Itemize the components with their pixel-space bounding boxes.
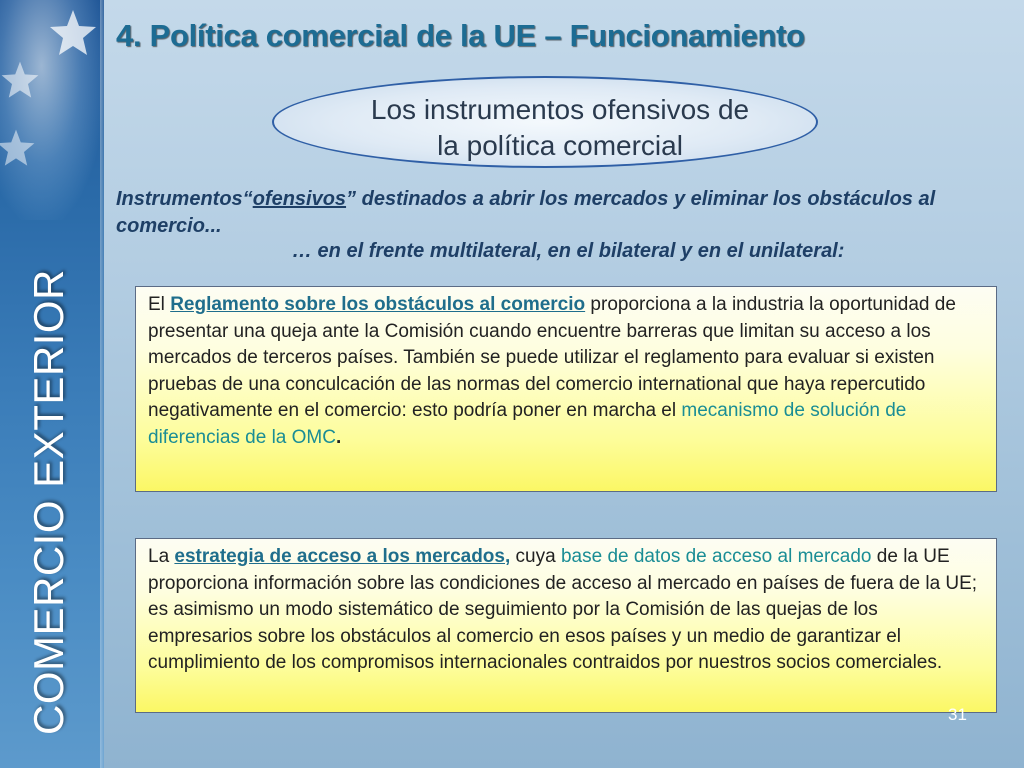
box1-text: proporciona a la industria la oportunidad de presentar una queja ante la Comisión cuando encuentre barreras que limitan su acceso a los mercados de terceros países. También se puede utilizar el reglamento para evaluar si existen pruebas de una conculcación de las normas del comercio international que haya repercutido negativamente en el comercio: esto podría poner en marcha el bbox=[148, 294, 956, 421]
obstacles-regulation-box bbox=[135, 286, 997, 492]
eu-star-icon bbox=[0, 128, 36, 168]
subtitle-text bbox=[300, 92, 820, 164]
box2-prefix: La bbox=[148, 546, 175, 567]
intro-subline: … en el frente multilateral, en el bilateral y en el unilateral: bbox=[292, 240, 845, 262]
box1-suffix: . bbox=[335, 426, 342, 448]
eu-star-icon bbox=[0, 60, 40, 100]
sidebar-banner bbox=[0, 0, 104, 768]
intro-text-b: ” destinados a abrir los mercados y eliminar los obstáculos al comercio... bbox=[116, 188, 936, 237]
subtitle-line-1: Los instrumentos ofensivos de bbox=[370, 94, 750, 125]
intro-text-a: Instrumentos“ bbox=[116, 188, 253, 210]
sidebar-edge-highlight bbox=[100, 0, 104, 768]
box2-text-2: de la UE proporciona información sobre las condiciones de acceso al mercado en países de fuera de la UE; es asimismo un modo sistemático de seguimiento por la Comisión de las quejas de los empresarios sobre los obstáculos al comercio en esos países y un medio de garantizar el cumplimiento de los compromisos internacionales contraidos por nuestros socios comerciales. bbox=[148, 546, 978, 673]
box1-prefix: El bbox=[148, 294, 171, 315]
wto-dispute-mechanism-text: mecanismo de solución de diferencias de la OMC bbox=[148, 400, 907, 448]
market-access-database-text: base de datos de acceso al mercado bbox=[560, 546, 872, 567]
market-access-strategy-link[interactable]: estrategia de acceso a los mercados, bbox=[174, 546, 511, 567]
box2-text-1: cuya bbox=[510, 546, 561, 567]
subtitle-line-2: la política comercial bbox=[437, 130, 683, 161]
eu-star-icon bbox=[48, 8, 98, 58]
slide-title: 4. Política comercial de la UE – Funcionamiento bbox=[116, 18, 805, 53]
market-access-strategy-box bbox=[135, 538, 997, 713]
intro-paragraph bbox=[116, 186, 1006, 240]
trade-barriers-regulation-link[interactable]: Reglamento sobre los obstáculos al comercio bbox=[170, 294, 586, 315]
page-number: 31 bbox=[948, 705, 967, 724]
sidebar-vertical-label: COMERCIO EXTERIOR bbox=[25, 269, 72, 735]
intro-underlined-word: ofensivos bbox=[252, 188, 347, 210]
